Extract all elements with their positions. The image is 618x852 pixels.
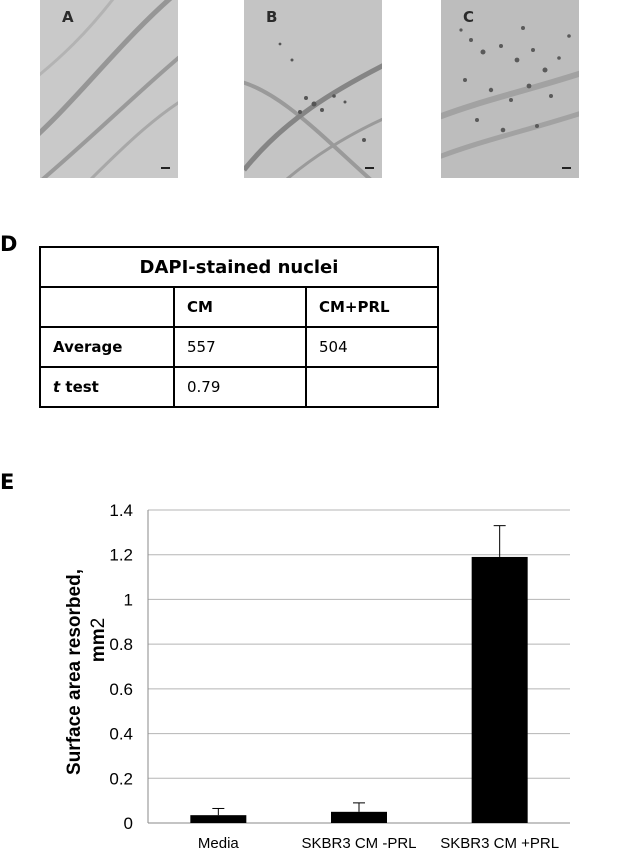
t-italic: t bbox=[53, 378, 61, 396]
table-cell: 0.79 bbox=[174, 367, 306, 407]
bar bbox=[472, 557, 528, 823]
bar bbox=[190, 815, 246, 823]
y-tick-label: 1 bbox=[123, 590, 133, 610]
figure-label-d: D bbox=[0, 232, 18, 256]
panel-a-letter: A bbox=[62, 8, 74, 26]
scale-bar bbox=[161, 167, 170, 169]
micrograph-panel-a bbox=[40, 0, 178, 178]
micrograph-b-image bbox=[244, 0, 382, 178]
dapi-table bbox=[39, 246, 439, 408]
x-tick-label: SKBR3 CM +PRL bbox=[440, 835, 560, 852]
bar bbox=[331, 812, 387, 823]
x-tick-label: SKBR3 CM -PRL bbox=[301, 835, 417, 852]
table-row bbox=[40, 327, 438, 367]
y-tick-label: 0.8 bbox=[109, 635, 133, 655]
t-rest: test bbox=[60, 378, 99, 396]
micrograph-a-image bbox=[40, 0, 178, 178]
table-row bbox=[40, 367, 438, 407]
panel-b-letter: B bbox=[266, 8, 278, 26]
table-cell bbox=[306, 367, 438, 407]
table-header-row bbox=[40, 287, 438, 327]
x-tick-label: Media bbox=[197, 835, 239, 852]
table-cell: 557 bbox=[174, 327, 306, 367]
y-axis-label: Surface area resorbed, bbox=[64, 569, 85, 775]
y-tick-label: 1.4 bbox=[109, 501, 133, 520]
y-tick-label: 0 bbox=[123, 814, 133, 833]
y-axis-unit-label: mm2 bbox=[88, 617, 109, 663]
table-header-cell: CM bbox=[174, 287, 306, 327]
table-title: DAPI-stained nuclei bbox=[40, 247, 438, 287]
y-tick-label: 0.6 bbox=[109, 679, 133, 699]
micrograph-panel-c bbox=[441, 0, 579, 178]
table-row-label: Average bbox=[40, 327, 174, 367]
table-cell: 504 bbox=[306, 327, 438, 367]
panel-c-letter: C bbox=[463, 8, 475, 26]
y-tick-label: 0.4 bbox=[109, 724, 133, 744]
resorption-bar-chart bbox=[0, 490, 618, 852]
scale-bar bbox=[562, 167, 571, 169]
y-tick-label: 0.2 bbox=[109, 769, 133, 789]
y-tick-label: 1.2 bbox=[109, 545, 133, 565]
micrograph-c-image bbox=[441, 0, 579, 178]
figure-label-e: E bbox=[0, 470, 15, 494]
table-header-cell bbox=[40, 287, 174, 327]
table-row-label bbox=[40, 367, 174, 407]
micrograph-panel-b bbox=[244, 0, 382, 178]
table-header-cell: CM+PRL bbox=[306, 287, 438, 327]
scale-bar bbox=[365, 167, 374, 169]
